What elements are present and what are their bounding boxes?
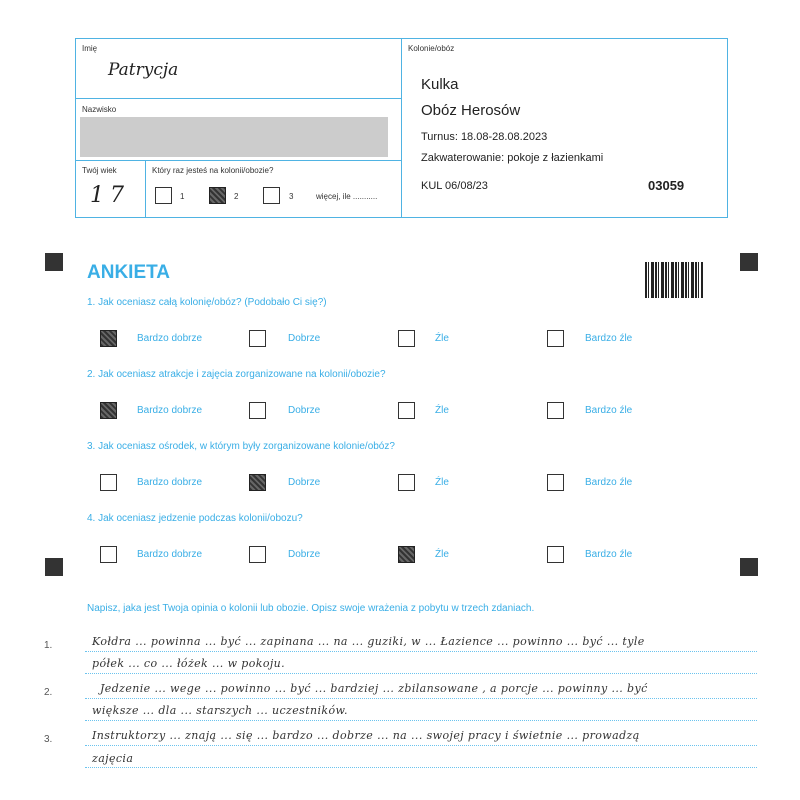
q2-option-zle: Źle: [435, 405, 449, 416]
q3-checkbox-bardzo-zle[interactable]: [547, 474, 564, 491]
writing-line-2: [85, 673, 757, 674]
header-line-1: [75, 98, 401, 99]
q1-option-bardzo-zle: Bardzo źle: [585, 333, 633, 344]
times-option-3: 3: [289, 192, 294, 201]
camp-subname: Obóz Herosów: [421, 102, 521, 119]
q4-option-bardzo-dobrze: Bardzo dobrze: [137, 549, 203, 560]
q2-option-bardzo-zle: Bardzo źle: [585, 405, 633, 416]
q4-checkbox-dobrze[interactable]: [249, 546, 266, 563]
q2-option-bardzo-dobrze: Bardzo dobrze: [137, 405, 203, 416]
q4-option-bardzo-zle: Bardzo źle: [585, 549, 633, 560]
header-divider: [401, 38, 402, 218]
age-value: 17: [90, 183, 130, 208]
times-checkbox-2[interactable]: [209, 187, 226, 204]
accommodation-text: Zakwaterowanie: pokoje z łazienkami: [421, 152, 604, 164]
q1-option-zle: Źle: [435, 333, 449, 344]
question-4: 4. Jak oceniasz jedzenie podczas kolonii/obozu?: [87, 513, 303, 524]
age-label: Twój wiek: [82, 166, 117, 175]
name-label: Imię: [82, 44, 98, 53]
registration-marker-bl: [45, 558, 63, 576]
q3-option-dobrze: Dobrze: [288, 477, 321, 488]
opinion-number-3: 3.: [44, 734, 53, 745]
opinion-number-2: 2.: [44, 687, 53, 698]
turnus-text: Turnus: 18.08-28.08.2023: [421, 131, 548, 143]
writing-line-1: [85, 651, 757, 652]
camp-label: Kolonie/obóz: [408, 44, 455, 53]
registration-marker-tl: [45, 253, 63, 271]
times-label: Który raz jesteś na kolonii/obozie?: [152, 166, 274, 175]
q3-checkbox-dobrze[interactable]: [249, 474, 266, 491]
q3-option-bardzo-dobrze: Bardzo dobrze: [137, 477, 203, 488]
times-option-2: 2: [234, 192, 239, 201]
handwritten-line-4: większe ... dla ... starszych ... uczestników.: [92, 704, 348, 717]
handwritten-line-6: zajęcia: [92, 752, 134, 765]
camp-code: KUL 06/08/23: [421, 180, 488, 192]
question-2: 2. Jak oceniasz atrakcje i zajęcia zorganizowane na kolonii/obozie?: [87, 369, 386, 380]
times-option-1: 1: [180, 192, 185, 201]
q2-checkbox-zle[interactable]: [398, 402, 415, 419]
handwritten-line-3: Jedzenie ... wege ... powinno ... być ... bardziej ... zbilansowane , a porcje ... powinny ... być: [100, 682, 648, 695]
q2-option-dobrze: Dobrze: [288, 405, 321, 416]
opinion-prompt: Napisz, jaka jest Twoja opinia o kolonii lub obozie. Opisz swoje wrażenia z pobytu w trzech zdaniach.: [87, 603, 535, 614]
q3-checkbox-zle[interactable]: [398, 474, 415, 491]
surname-label: Nazwisko: [82, 105, 117, 114]
question-3: 3. Jak oceniasz ośrodek, w którym były zorganizowane kolonie/obóz?: [87, 441, 395, 452]
q1-option-bardzo-dobrze: Bardzo dobrze: [137, 333, 203, 344]
q2-checkbox-dobrze[interactable]: [249, 402, 266, 419]
header-divider-age: [145, 160, 146, 218]
handwritten-line-1: Kołdra ... powinna ... być ... zapinana ... na ... guziki, w ... Łazience ... powinno ... być ... tyle: [92, 635, 645, 648]
q1-checkbox-bardzo-dobrze[interactable]: [100, 330, 117, 347]
q3-option-zle: Źle: [435, 477, 449, 488]
writing-line-3: [85, 698, 757, 699]
barcode-icon: [645, 262, 703, 298]
q4-checkbox-bardzo-dobrze[interactable]: [100, 546, 117, 563]
camp-name: Kulka: [421, 76, 459, 93]
q3-option-bardzo-zle: Bardzo źle: [585, 477, 633, 488]
q4-option-zle: Źle: [435, 549, 449, 560]
writing-line-6: [85, 767, 757, 768]
q4-option-dobrze: Dobrze: [288, 549, 321, 560]
header-line-2: [75, 160, 401, 161]
survey-title: ANKIETA: [87, 262, 171, 283]
times-more: więcej, ile ...........: [316, 192, 378, 201]
times-checkbox-1[interactable]: [155, 187, 172, 204]
handwritten-line-2: półek ... co ... łóżek ... w pokoju.: [92, 657, 286, 670]
q2-checkbox-bardzo-dobrze[interactable]: [100, 402, 117, 419]
q1-checkbox-zle[interactable]: [398, 330, 415, 347]
question-1: 1. Jak oceniasz całą kolonię/obóz? (Podobało Ci się?): [87, 297, 327, 308]
surname-redacted: [80, 117, 388, 157]
q1-checkbox-bardzo-zle[interactable]: [547, 330, 564, 347]
registration-marker-br: [740, 558, 758, 576]
writing-line-4: [85, 720, 757, 721]
q1-option-dobrze: Dobrze: [288, 333, 321, 344]
opinion-number-1: 1.: [44, 640, 53, 651]
registration-marker-tr: [740, 253, 758, 271]
handwritten-line-5: Instruktorzy ... znają ... się ... bardzo ... dobrze ... na ... swojej pracy i świetnie ... prowadzą: [92, 729, 640, 742]
form-number: 03059: [648, 178, 685, 193]
name-value: Patrycja: [108, 60, 179, 80]
times-checkbox-3[interactable]: [263, 187, 280, 204]
q2-checkbox-bardzo-zle[interactable]: [547, 402, 564, 419]
q4-checkbox-zle[interactable]: [398, 546, 415, 563]
writing-line-5: [85, 745, 757, 746]
q4-checkbox-bardzo-zle[interactable]: [547, 546, 564, 563]
q3-checkbox-bardzo-dobrze[interactable]: [100, 474, 117, 491]
q1-checkbox-dobrze[interactable]: [249, 330, 266, 347]
